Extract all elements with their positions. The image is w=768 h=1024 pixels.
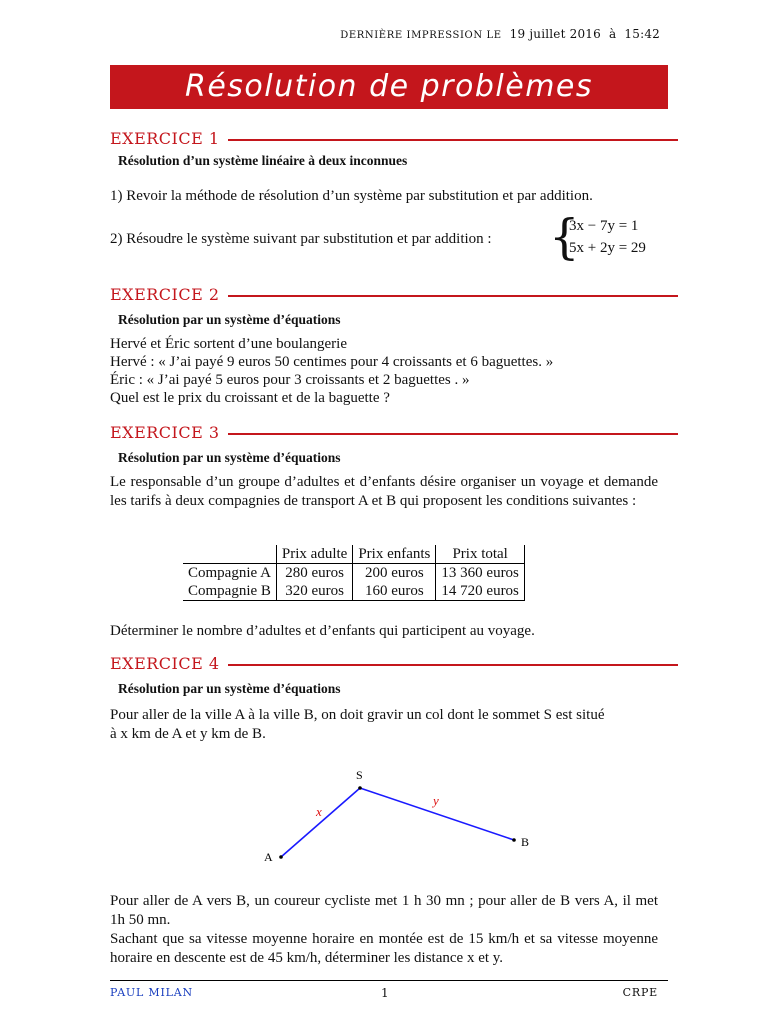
exercise-2-line: Éric : « J’ai payé 5 euros pour 3 croissants et 2 baguettes . » (110, 372, 470, 388)
exercise-2-line: Quel est le prix du croissant et de la baguette ? (110, 390, 390, 406)
exercise-4-subtitle: Résolution par un système d’équations (118, 681, 341, 696)
label-S: S (356, 768, 363, 782)
exercise-4-heading (110, 653, 678, 675)
exercise-4-para-1: Pour aller de A vers B, un coureur cycliste met 1 h 30 mn ; pour aller de B vers A, il met 1h 50 mn. (110, 893, 658, 928)
point-A (279, 855, 283, 859)
table-cell: Compagnie A (183, 564, 276, 583)
exercise-2-line: Hervé : « J’ai payé 9 euros 50 centimes pour 4 croissants et 6 baguettes. » (110, 354, 554, 370)
table-row (183, 564, 524, 583)
table-row (183, 582, 524, 601)
table-cell: 14 720 euros (436, 582, 525, 601)
point-B (512, 838, 516, 842)
segment-AS (281, 788, 360, 857)
table-cell: 320 euros (276, 582, 352, 601)
print-prefix: DERNIÈRE IMPRESSION LE (340, 30, 502, 41)
exercise-1-q2: 2) Résoudre le système suivant par substitution et par addition : (110, 231, 492, 247)
exercise-4-para-2: Sachant que sa vitesse moyenne horaire en montée est de 15 km/h et sa vitesse moyenne horaire en descente est de 45 km/h, déterminer les distance x et y. (110, 931, 658, 966)
exercise-2-label: EXERCICE 2 (110, 285, 220, 304)
footer-author: PAUL MILAN (110, 986, 193, 999)
table-cell: 160 euros (353, 582, 436, 601)
print-time: 15:42 (624, 27, 660, 41)
exercise-4-rule (228, 664, 678, 666)
exercise-2-heading (110, 284, 678, 306)
exercise-1-subtitle: Résolution d’un système linéaire à deux inconnues (118, 153, 408, 168)
print-header (340, 27, 660, 41)
system-brace: { (549, 209, 580, 265)
footer-rule (110, 980, 668, 981)
label-A: A (264, 850, 273, 864)
table-header-cell: Prix total (436, 545, 525, 564)
table-header-cell: Prix adulte (276, 545, 352, 564)
exercise-3-heading (110, 422, 678, 444)
exercise-1-label: EXERCICE 1 (110, 129, 220, 148)
mountain-pass-diagram (240, 760, 560, 870)
exercise-3-intro: Le responsable d’un groupe d’adultes et d’enfants désire organiser un voyage et demande les tarifs à deux compagnies de transport A et B qui proposent les conditions suivantes : (110, 474, 658, 509)
exercise-4-intro-2: à x km de A et y km de B. (110, 726, 266, 742)
table-cell: Compagnie B (183, 582, 276, 601)
exercise-2-rule (228, 295, 678, 297)
exercise-3-question: Déterminer le nombre d’adultes et d’enfants qui participent au voyage. (110, 623, 535, 639)
print-date: 19 juillet 2016 (509, 27, 601, 41)
page-title: Résolution de problèmes (110, 65, 668, 109)
exercise-1-rule (228, 139, 678, 141)
point-S (358, 786, 362, 790)
equation-1: 3x − 7y = 1 (569, 218, 639, 234)
exercise-1-heading (110, 128, 678, 150)
exercise-3-rule (228, 433, 678, 435)
exercise-1-q1: 1) Revoir la méthode de résolution d’un système par substitution et par addition. (110, 188, 593, 204)
equation-2: 5x + 2y = 29 (569, 240, 646, 256)
exercise-2-subtitle: Résolution par un système d’équations (118, 312, 341, 327)
print-sep: à (609, 27, 617, 41)
exercise-3-label: EXERCICE 3 (110, 423, 220, 442)
footer-page-number: 1 (381, 986, 390, 1000)
pricing-table (183, 545, 525, 601)
table-header-cell (183, 545, 276, 564)
footer-course: CRPE (622, 986, 658, 999)
label-x: x (316, 804, 322, 819)
exercise-4-label: EXERCICE 4 (110, 654, 220, 673)
table-header-cell: Prix enfants (353, 545, 436, 564)
table-cell: 13 360 euros (436, 564, 525, 583)
table-cell: 280 euros (276, 564, 352, 583)
exercise-3-subtitle: Résolution par un système d’équations (118, 450, 341, 465)
exercise-4-intro-1: Pour aller de la ville A à la ville B, on doit gravir un col dont le sommet S est situé (110, 707, 605, 723)
table-cell: 200 euros (353, 564, 436, 583)
label-B: B (521, 835, 530, 849)
exercise-2-line: Hervé et Éric sortent d’une boulangerie (110, 336, 347, 352)
label-y: y (433, 793, 439, 808)
table-header-row (183, 545, 524, 564)
